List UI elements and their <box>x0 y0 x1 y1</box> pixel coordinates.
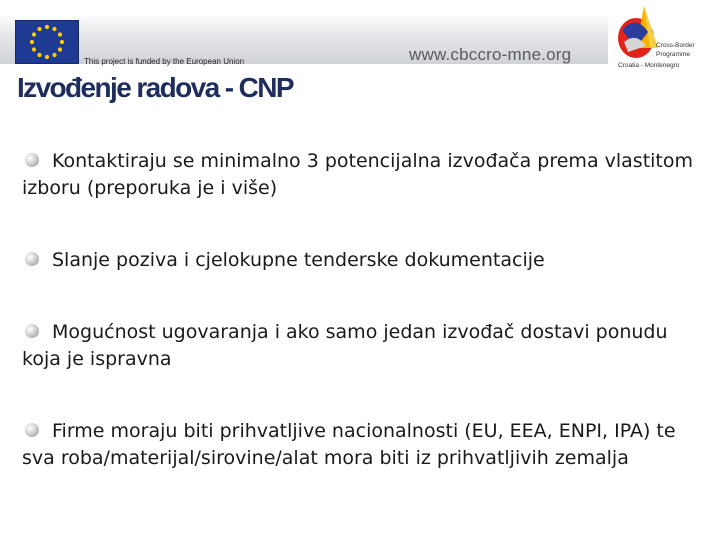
bullet-item <box>22 247 702 274</box>
header-banner <box>0 0 720 78</box>
logo-text-cross-border: Cross-Border <box>656 42 695 49</box>
bullet-text: Firme moraju biti prihvatljive nacionalnosti (EU, EEA, ENPI, IPA) te sva roba/materijal/sirovine/alat mora biti iz prihvatljivih zemalja <box>22 420 676 469</box>
logo-text-programme: Programme <box>656 51 690 58</box>
bullet-icon <box>25 153 39 167</box>
slide-title: Izvođenje radova - CNP <box>17 72 293 103</box>
bullet-icon <box>25 252 39 266</box>
bullet-text: Kontaktiraju se minimalno 3 potencijalna izvođača prema vlastitom izboru (preporuka je i više) <box>22 150 693 199</box>
bullet-item <box>22 418 702 472</box>
logo-text-countries: Croatia - Montenegro <box>618 62 680 69</box>
site-url: www.cbccro-mne.org <box>409 45 572 64</box>
bullet-item <box>22 148 702 202</box>
bullet-icon <box>25 423 39 437</box>
bullet-text: Slanje poziva i cjelokupne tenderske dokumentacije <box>52 249 545 271</box>
programme-logo <box>608 0 720 92</box>
eu-funding-caption: This project is funded by the European Union <box>84 57 245 66</box>
header-band <box>0 14 608 64</box>
bullet-text: Mogućnost ugovaranja i ako samo jedan izvođač dostavi ponudu koja je ispravna <box>22 321 668 370</box>
bullet-item <box>22 319 702 373</box>
bullet-icon <box>25 324 39 338</box>
bullet-list <box>22 148 702 472</box>
eu-flag-icon <box>15 20 79 64</box>
